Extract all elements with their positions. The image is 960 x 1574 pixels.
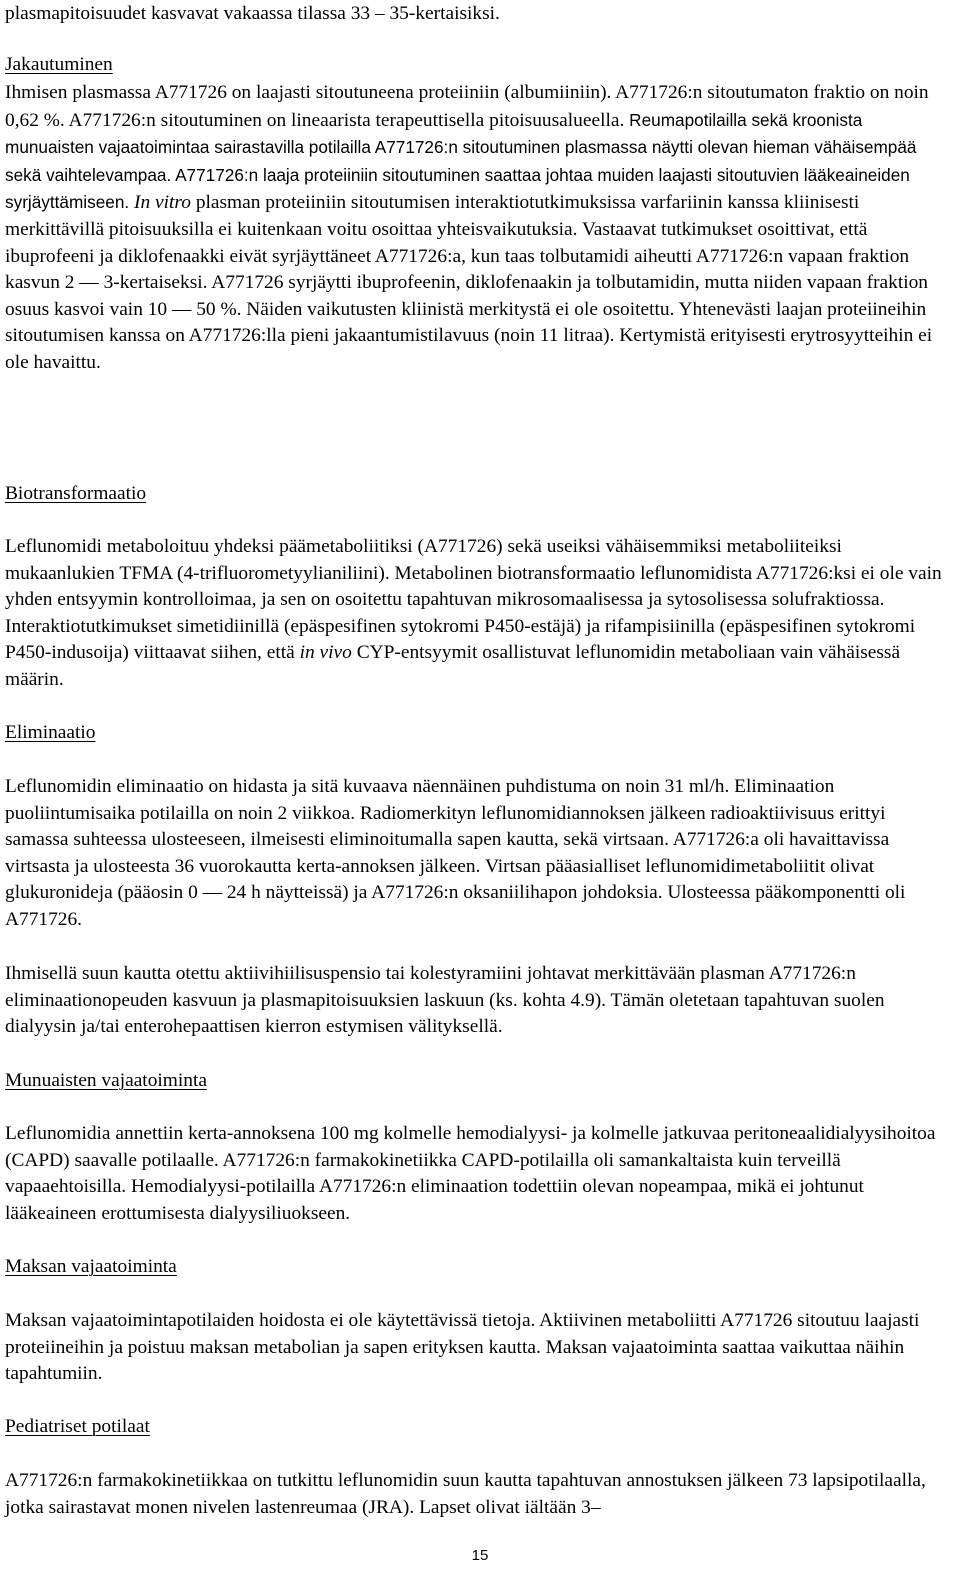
heading-maksan-vajaatoiminta: Maksan vajaatoiminta (5, 1256, 177, 1277)
paragraph-maksan-vajaatoiminta: Maksan vajaatoimintapotilaiden hoidosta ei ole käytettävissä tietoja. Aktiivinen metaboliitti A771726 sitoutuu laajasti proteiineihin ja poistuu maksan metabolian ja sapen erityksen kautta. Maksan vajaatoiminta saattaa vaikuttaa näihin tapahtumiin. (5, 1310, 920, 1385)
text-in-vitro: In vitro (134, 192, 191, 214)
paragraph-jakautuminen (5, 80, 953, 377)
heading-munuaisten-vajaatoiminta: Munuaisten vajaatoiminta (5, 1070, 207, 1091)
heading-biotransformaatio: Biotransformaatio (5, 483, 147, 504)
heading-jakautuminen: Jakautuminen (5, 54, 113, 75)
paragraph-plasma-levels: plasmapitoisuudet kasvavat vakaassa tilassa 33 – 35-kertaisiksi. (5, 3, 500, 24)
text-jakautuminen-a: Ihmisen plasmassa A771726 on laajasti sitoutuneena proteiiniin (albumiiniin). A771726:n sitoutumaton fraktio on noin 0,62 %. A771726:n sitoutuminen on lineaarista terapeuttisella pitoisuusalueella. (5, 82, 929, 131)
heading-eliminaatio: Eliminaatio (5, 722, 96, 743)
paragraph-eliminaatio-1: Leflunomidin eliminaatio on hidasta ja sitä kuvaava näennäinen puhdistuma on noin 31 ml/h. Eliminaation puoliintumisaika potilailla on noin 2 viikkoa. Radiomerkityn leflunomidiannoksen jälkeen radioaktiivisuus erittyi samassa suhteessa ulosteeseen, ilmeisesti eliminoitumalla sapen kautta, sekä virtsaan. A771726:a oli havaittavissa virtsasta ja ulosteesta 36 vuorokautta kerta-annoksen jälkeen. Virtsan pääasialliset leflunomidimetaboliitit olivat glukuronideja (pääosin 0 — 24 h näytteissä) ja A771726:n oksaniilihapon johdoksia. Ulosteessa pääkomponentti oli A771726. (5, 776, 906, 930)
text-biotransformaatio-a: Leflunomidi metaboloituu yhdeksi päämetaboliitiksi (A771726) sekä useiksi vähäisemmiksi metaboliiteiksi mukaanlukien TFMA (4-trifluorometyylianiliini). Metabolinen biotransformaatio leflunomidista A771726:ksi ei ole vain yhden entsyymin kontrolloimaa, ja sen on osoitettu tapahtuvan mikrosomaalisessa ja sytosolisessa solufraktiossa. Interaktiotutkimukset simetidiinillä (epäspesifinen sytokromi P450-estäjä) ja rifampisiinilla (epäspesifinen sytokromi P450-indusoija) viittaavat siihen, että (5, 536, 942, 664)
paragraph-munuaisten-vajaatoiminta: Leflunomidia annettiin kerta-annoksena 100 mg kolmelle hemodialyysi- ja kolmelle jatkuvaa peritoneaalidialyysihoitoa (CAPD) saavalle potilaalle. A771726:n farmakokinetiikka CAPD-potilailla oli samankaltaista kuin terveillä vapaaehtoisilla. Hemodialyysi-potilailla A771726:n eliminaation todettiin olevan nopeampaa, mikä ei johtunut lääkeaineen erottumisesta dialyysiliuokseen. (5, 1123, 936, 1224)
text-jakautuminen-b: Reumapotilailla sekä kroonista munuaisten vajaatoimintaa sairastavilla potilailla A771726:n sitoutuminen plasmassa näytti olevan hieman vähäisempää sekä vaihtelevampaa. A771726:n laaja proteiiniin sitoutuminen saattaa johtaa muiden laajasti sitoutuvien lääkeaineiden syrjäyttämiseen. (5, 109, 917, 213)
paragraph-eliminaatio-2: Ihmisellä suun kautta otettu aktiivihiilisuspensio tai kolestyramiini johtavat merkittävään plasman A771726:n eliminaationopeuden kasvuun ja plasmapitoisuuksien laskuun (ks. kohta 4.9). Tämän oletetaan tapahtuvan suolen dialyysin ja/tai enterohepaattisen kierron estymisen välityksellä. (5, 963, 885, 1038)
text-in-vivo: in vivo (299, 642, 352, 664)
text-biotransformaatio-b: CYP-entsyymit osallistuvat leflunomidin metaboliaan vain vähäisessä määrin. (5, 642, 901, 690)
page-number: 15 (471, 1547, 489, 1564)
paragraph-pediatriset-potilaat: A771726:n farmakokinetiikkaa on tutkittu leflunomidin suun kautta tapahtuvan annostuksen jälkeen 73 lapsipotilaalla, jotka sairastavat monen nivelen lastenreumaa (JRA). Lapset olivat iältään 3– (5, 1470, 926, 1518)
heading-pediatriset-potilaat: Pediatriset potilaat (5, 1416, 150, 1437)
text-jakautuminen-c: plasman proteiiniin sitoutumisen interaktiotutkimuksissa varfariinin kanssa kliinisesti merkittävillä pitoisuuksilla ei kuitenkaan voitu osoittaa yhteisvaikutuksia. Vastaavat tutkimukset osoittivat, että ibuprofeeni ja diklofenaakki eivät syrjäyttäneet A771726:a, kun taas tolbutamidi aiheutti A771726:n vapaan fraktion kasvun 2 — 3-kertaiseksi. A771726 syrjäytti ibuprofeenin, diklofenaakin ja tolbutamidin, mutta niiden vapaan fraktion osuus kasvoi vain 10 — 50 %. Näiden vaikutusten kliinistä merkitystä ei ole osoitettu. Yhtenevästi laajan proteiineihin sitoutumisen kanssa on A771726:lla pieni jakaantumistilavuus (noin 11 litraa). Kertymistä erityisesti erytrosyytteihin ei ole havaittu. (5, 192, 933, 373)
paragraph-biotransformaatio (5, 534, 953, 694)
